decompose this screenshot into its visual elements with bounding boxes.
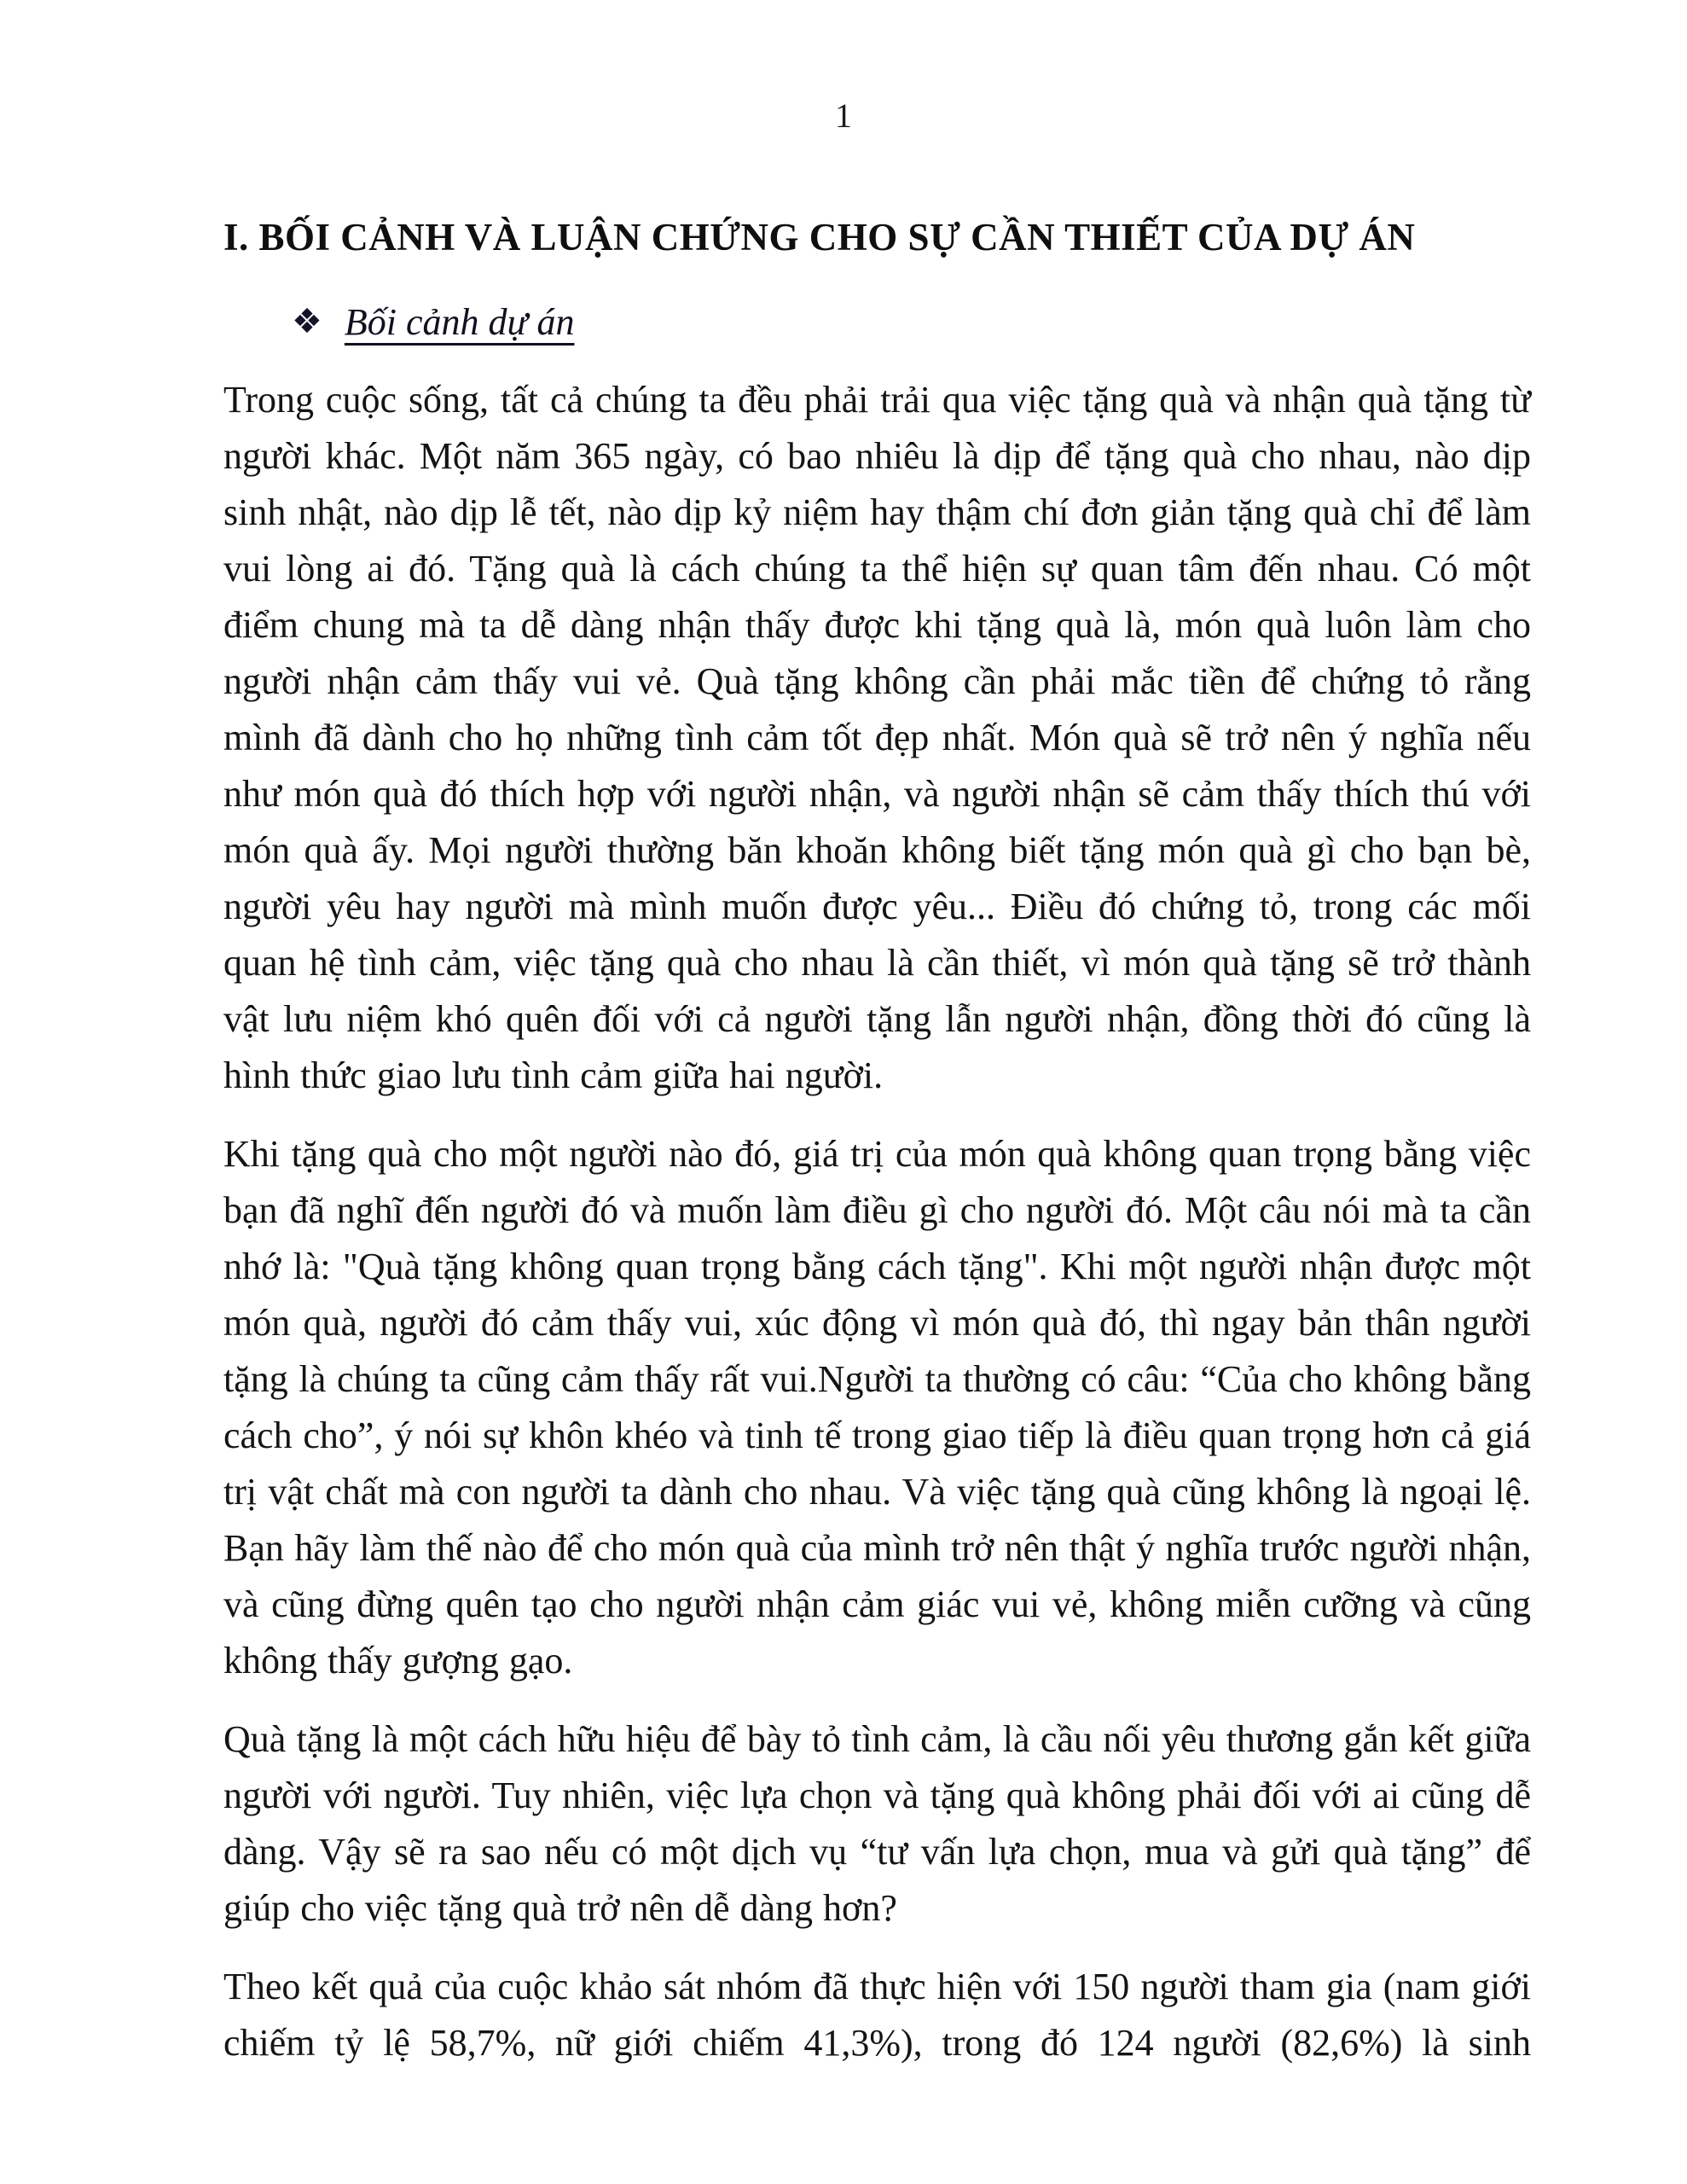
- page-content: [0, 216, 1687, 2071]
- paragraph-4: Theo kết quả của cuộc khảo sát nhóm đã thực hiện với 150 người tham gia (nam giới chiếm tỷ lệ 58,7%, nữ giới chiếm 41,3%), trong đó 124 người (82,6%) là sinh: [223, 1965, 1531, 2064]
- diamond-bullet-icon: ❖: [292, 301, 322, 341]
- paragraph-3: Quà tặng là một cách hữu hiệu để bày tỏ tình cảm, là cầu nối yêu thương gắn kết giữa người với người. Tuy nhiên, việc lựa chọn và tặng quà không phải đối với ai cũng dễ dàng. Vậy sẽ ra sao nếu có một dịch vụ “tư vấn lựa chọn, mua và gửi quà tặng” để giúp cho việc tặng quà trở nên dễ dàng hơn?: [223, 1717, 1531, 1929]
- subheading-row: [292, 298, 1531, 346]
- paragraph-2: Khi tặng quà cho một người nào đó, giá trị của món quà không quan trọng bằng việc bạn đã nghĩ đến người đó và muốn làm điều gì cho người đó. Một câu nói mà ta cần nhớ là: "Quà tặng không quan trọng bằng cách tặng". Khi một người nhận được một món quà, người đó cảm thấy vui, xúc động vì món quà đó, thì ngay bản thân người tặng là chúng ta cũng cảm thấy rất vui.Người ta thường có câu: “Của cho không bằng cách cho”, ý nói sự khôn khéo và tinh tế trong giao tiếp là điều quan trọng hơn cả giá trị vật chất mà con người ta dành cho nhau. Và việc tặng quà cũng không là ngoại lệ. Bạn hãy làm thế nào để cho món quà của mình trở nên thật ý nghĩa trước người nhận, và cũng đừng quên tạo cho người nhận cảm giác vui vẻ, không miễn cưỡng và cũng không thấy gượng gạo.: [223, 1132, 1531, 1682]
- section-heading: I. BỐI CẢNH VÀ LUẬN CHỨNG CHO SỰ CẦN THIẾT CỦA DỰ ÁN: [223, 216, 1416, 258]
- subheading-label: Bối cảnh dự án: [344, 300, 575, 343]
- paragraph-1: Trong cuộc sống, tất cả chúng ta đều phải trải qua việc tặng quà và nhận quà tặng từ người khác. Một năm 365 ngày, có bao nhiêu là dịp để tặng quà cho nhau, nào dịp sinh nhật, nào dịp lễ tết, nào dịp kỷ niệm hay thậm chí đơn giản tặng quà chỉ để làm vui lòng ai đó. Tặng quà là cách chúng ta thể hiện sự quan tâm đến nhau. Có một điểm chung mà ta dễ dàng nhận thấy được khi tặng quà là, món quà luôn làm cho người nhận cảm thấy vui vẻ. Quà tặng không cần phải mắc tiền để chứng tỏ rằng mình đã dành cho họ những tình cảm tốt đẹp nhất. Món quà sẽ trở nên ý nghĩa nếu như món quà đó thích hợp với người nhận, và người nhận sẽ cảm thấy thích thú với món quà ấy. Mọi người thường băn khoăn không biết tặng món quà gì cho bạn bè, người yêu hay người mà mình muốn được yêu... Điều đó chứng tỏ, trong các mối quan hệ tình cảm, việc tặng quà cho nhau là cần thiết, vì món quà tặng sẽ trở thành vật lưu niệm khó quên đối với cả người tặng lẫn người nhận, đồng thời đó cũng là hình thức giao lưu tình cảm giữa hai người.: [223, 378, 1531, 1096]
- page-number: 1: [835, 96, 852, 135]
